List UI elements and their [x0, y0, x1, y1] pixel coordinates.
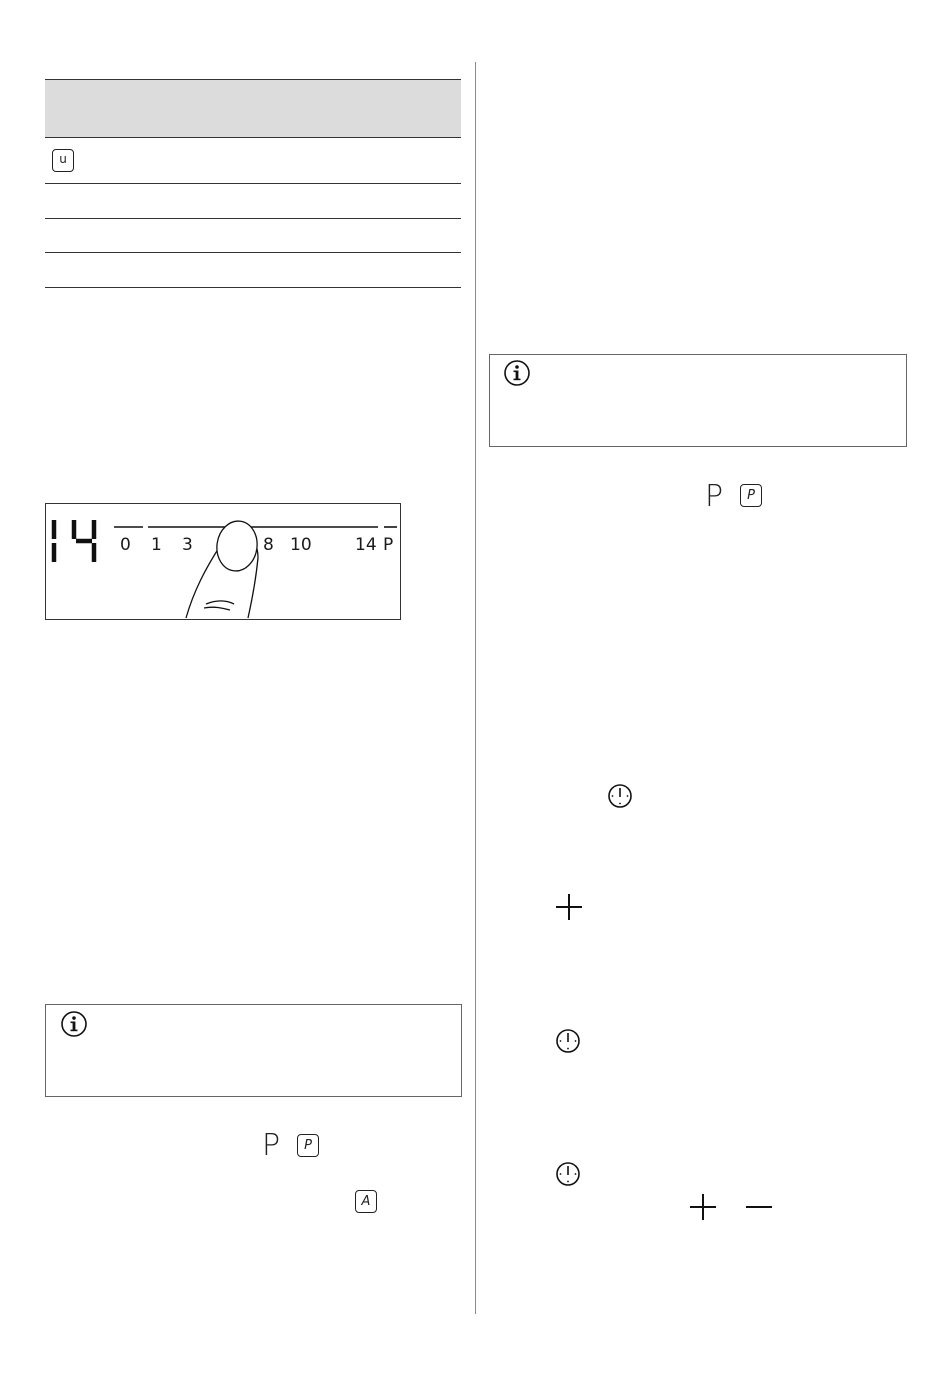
- table-key-symbol: u: [52, 149, 74, 172]
- info-box-right: [489, 354, 907, 447]
- seven-segment-display: [48, 518, 100, 564]
- scale-label-p: P: [383, 535, 394, 555]
- info-icon: [503, 359, 531, 387]
- power-boost-symbol-left: P: [262, 1128, 281, 1163]
- table-header: [45, 79, 461, 138]
- table-row: [45, 184, 461, 219]
- scale-label-1: 1: [151, 535, 162, 555]
- scale-label-8: 8: [263, 535, 274, 555]
- table-row: [45, 253, 461, 288]
- finger-icon: [180, 520, 270, 620]
- scale-label-3: 3: [182, 535, 193, 555]
- timer-icon: [607, 783, 633, 809]
- info-icon: [60, 1010, 88, 1038]
- column-divider: [475, 62, 476, 1314]
- symbol-table: [45, 79, 461, 288]
- scale-label-14: 14: [355, 535, 377, 555]
- power-boost-symbol-right: P: [705, 479, 724, 514]
- display-value-text: 14: [48, 518, 50, 519]
- table-row: [45, 219, 461, 253]
- scale-label-0: 0: [120, 535, 131, 555]
- minus-icon: [745, 1193, 773, 1221]
- auto-key: A: [355, 1190, 377, 1213]
- timer-icon: [555, 1161, 581, 1187]
- plus-icon: [555, 893, 583, 921]
- timer-icon: [555, 1028, 581, 1054]
- plus-icon: [689, 1193, 717, 1221]
- info-box-left: [45, 1004, 462, 1097]
- power-boost-key-left: P: [297, 1134, 319, 1157]
- table-row: [45, 138, 461, 184]
- scale-label-10: 10: [290, 535, 312, 555]
- power-boost-key-right: P: [740, 484, 762, 507]
